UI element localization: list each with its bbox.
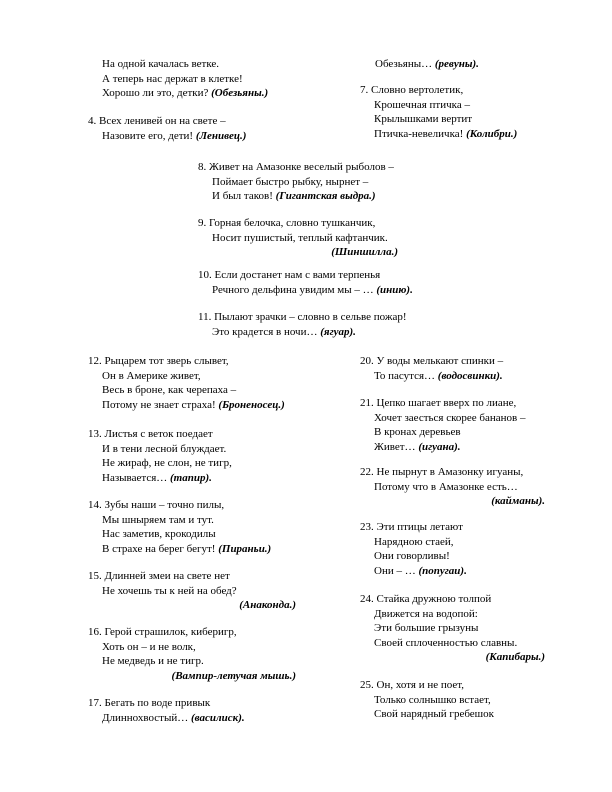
text-line: 15. Длинней змеи на свете нет xyxy=(88,570,230,582)
text-line: Они – … (попугаи). xyxy=(374,564,467,577)
text-line: Крошечная птичка – xyxy=(374,98,470,111)
text-line: Поймает быстро рыбку, нырнет – xyxy=(212,175,369,188)
riddle-22 xyxy=(360,465,545,509)
text-line: Не медведь и не тигр. xyxy=(102,655,204,667)
text-line: 13. Листья с веток поедает xyxy=(88,428,213,440)
riddle-9 xyxy=(198,216,398,260)
riddle-7 xyxy=(360,83,517,141)
answer: (ревуны). xyxy=(434,58,479,70)
text-line: Хочет заесться скорее бананов – xyxy=(374,411,526,424)
answer: (Ленивец.) xyxy=(195,129,247,142)
riddle-4 xyxy=(88,114,246,143)
answer: (инию). xyxy=(376,283,413,296)
text-line: 22. Не пырнут в Амазонку игуаны, xyxy=(360,466,524,478)
text-line: Не хочешь ты к ней на обед? xyxy=(102,584,237,597)
text-line: 16. Герой страшилок, киберигр, xyxy=(88,626,237,638)
text-line: 9. Горная белочка, словно тушканчик, xyxy=(198,217,376,229)
answer: (тапир). xyxy=(170,471,212,484)
text-line: 24. Стайка дружною толпой xyxy=(360,593,492,605)
text-line: Весь в броне, как черепаха – xyxy=(102,384,237,396)
text-line: То пасутся… (водосвинки). xyxy=(374,369,503,382)
text-line: На одной качалась ветке. xyxy=(102,58,220,70)
riddle-13 xyxy=(88,427,232,485)
riddle-15 xyxy=(88,569,296,613)
answer: (Пираньи.) xyxy=(218,542,272,555)
text-line: Хоть он – и не волк, xyxy=(102,640,196,653)
text-line: Живет… (игуана). xyxy=(374,440,461,453)
text-line: Эти большие грызуны xyxy=(374,622,479,634)
text-line: 11. Пылают зрачки – словно в сельве пожар! xyxy=(198,311,407,323)
answer: (Капибары.) xyxy=(485,651,545,663)
text-line: Не жираф, не слон, не тигр, xyxy=(102,457,232,469)
text-line: 10. Если достанет нам с вами терпенья xyxy=(198,269,381,281)
text-line: 14. Зубы наши – точно пилы, xyxy=(88,499,225,511)
text-line: Он в Америке живет, xyxy=(102,369,201,382)
riddle-24 xyxy=(360,592,545,665)
text-line: Длиннохвостый… (василиск). xyxy=(102,711,245,724)
answer: (василиск). xyxy=(191,711,245,724)
text-line: Потому что в Амазонке есть… xyxy=(374,480,518,493)
answer: (Броненосец.) xyxy=(218,398,285,411)
answer: (Анаконда.) xyxy=(239,599,296,611)
text-line: 17. Бегать по воде привык xyxy=(88,697,211,709)
text-line: Хорошо ли это, детки? (Обезьяны.) xyxy=(102,87,269,99)
text-line: В страхе на берег бегут! (Пираньи.) xyxy=(102,542,272,555)
text-line: И был таков! (Гигантская выдра.) xyxy=(212,190,376,202)
text-line: 12. Рыцарем тот зверь слывет, xyxy=(88,355,229,367)
answer: (Вампир-летучая мышь.) xyxy=(171,669,296,682)
riddle-11 xyxy=(198,310,407,339)
text-line: Нарядною стаей, xyxy=(374,535,454,548)
text-line: Потому не знает страха! (Броненосец.) xyxy=(102,398,285,411)
riddle-25 xyxy=(360,678,494,722)
text-line: Речного дельфина увидим мы – … (инию). xyxy=(212,283,413,296)
riddle-17 xyxy=(88,696,245,725)
riddle-21 xyxy=(360,396,525,454)
riddle-23 xyxy=(360,520,467,578)
text-line: 21. Цепко шагает вверх по лиане, xyxy=(360,397,517,409)
text-line: Только солнышко встает, xyxy=(374,693,491,706)
answer: (игуана). xyxy=(418,440,461,453)
answer: (Колибри.) xyxy=(466,127,518,140)
text-line: 25. Он, хотя и не поет, xyxy=(360,679,465,691)
text-line: А теперь нас держат в клетке! xyxy=(102,72,243,85)
answer: (Шиншилла.) xyxy=(331,246,398,258)
text-line: И в тени лесной блуждает. xyxy=(102,442,227,455)
text-line: Мы шныряем там и тут. xyxy=(102,513,214,526)
text-line: Нас заметив, крокодилы xyxy=(102,528,216,540)
text-line: 4. Всех ленивей он на свете – xyxy=(88,115,226,127)
text-line: Крылышками вертит xyxy=(374,113,473,125)
text-line: Называется… (тапир). xyxy=(102,471,212,484)
riddle-top-right-continuation xyxy=(375,57,479,72)
riddle-12 xyxy=(88,354,285,412)
text-line: 23. Эти птицы летают xyxy=(360,521,463,533)
text-line: Движется на водопой: xyxy=(374,607,478,620)
text-line: Птичка-невеличка! (Колибри.) xyxy=(374,127,518,140)
text-line: Назовите его, дети! (Ленивец.) xyxy=(102,129,247,142)
text-line: Своей сплоченностью славны. xyxy=(374,636,518,649)
answer: (попугаи). xyxy=(418,564,467,577)
answer: (водосвинки). xyxy=(437,369,503,382)
riddle-14 xyxy=(88,498,271,556)
text-line: Обезьяны… (ревуны). xyxy=(375,58,479,70)
text-line: Это крадется в ночи… (ягуар). xyxy=(212,325,356,338)
text-line: 7. Словно вертолетик, xyxy=(360,84,464,96)
text-line: Свой нарядный гребешок xyxy=(374,708,494,720)
answer: (кайманы). xyxy=(491,495,545,507)
riddle-8 xyxy=(198,160,394,204)
text-line: 8. Живет на Амазонке веселый рыболов – xyxy=(198,161,394,173)
answer: (ягуар). xyxy=(320,325,356,338)
riddle-20 xyxy=(360,354,503,383)
answer: (Гигантская выдра.) xyxy=(275,190,376,202)
text-line: Носит пушистый, теплый кафтанчик. xyxy=(212,231,388,244)
text-line: Они говорливы! xyxy=(374,550,450,562)
text-line: В кронах деревьев xyxy=(374,426,461,438)
answer: (Обезьяны.) xyxy=(211,87,269,99)
riddle-10 xyxy=(198,268,413,297)
text-line: 20. У воды мелькают спинки – xyxy=(360,355,504,367)
riddle-top-continuation xyxy=(102,57,268,101)
riddle-16 xyxy=(88,625,296,683)
